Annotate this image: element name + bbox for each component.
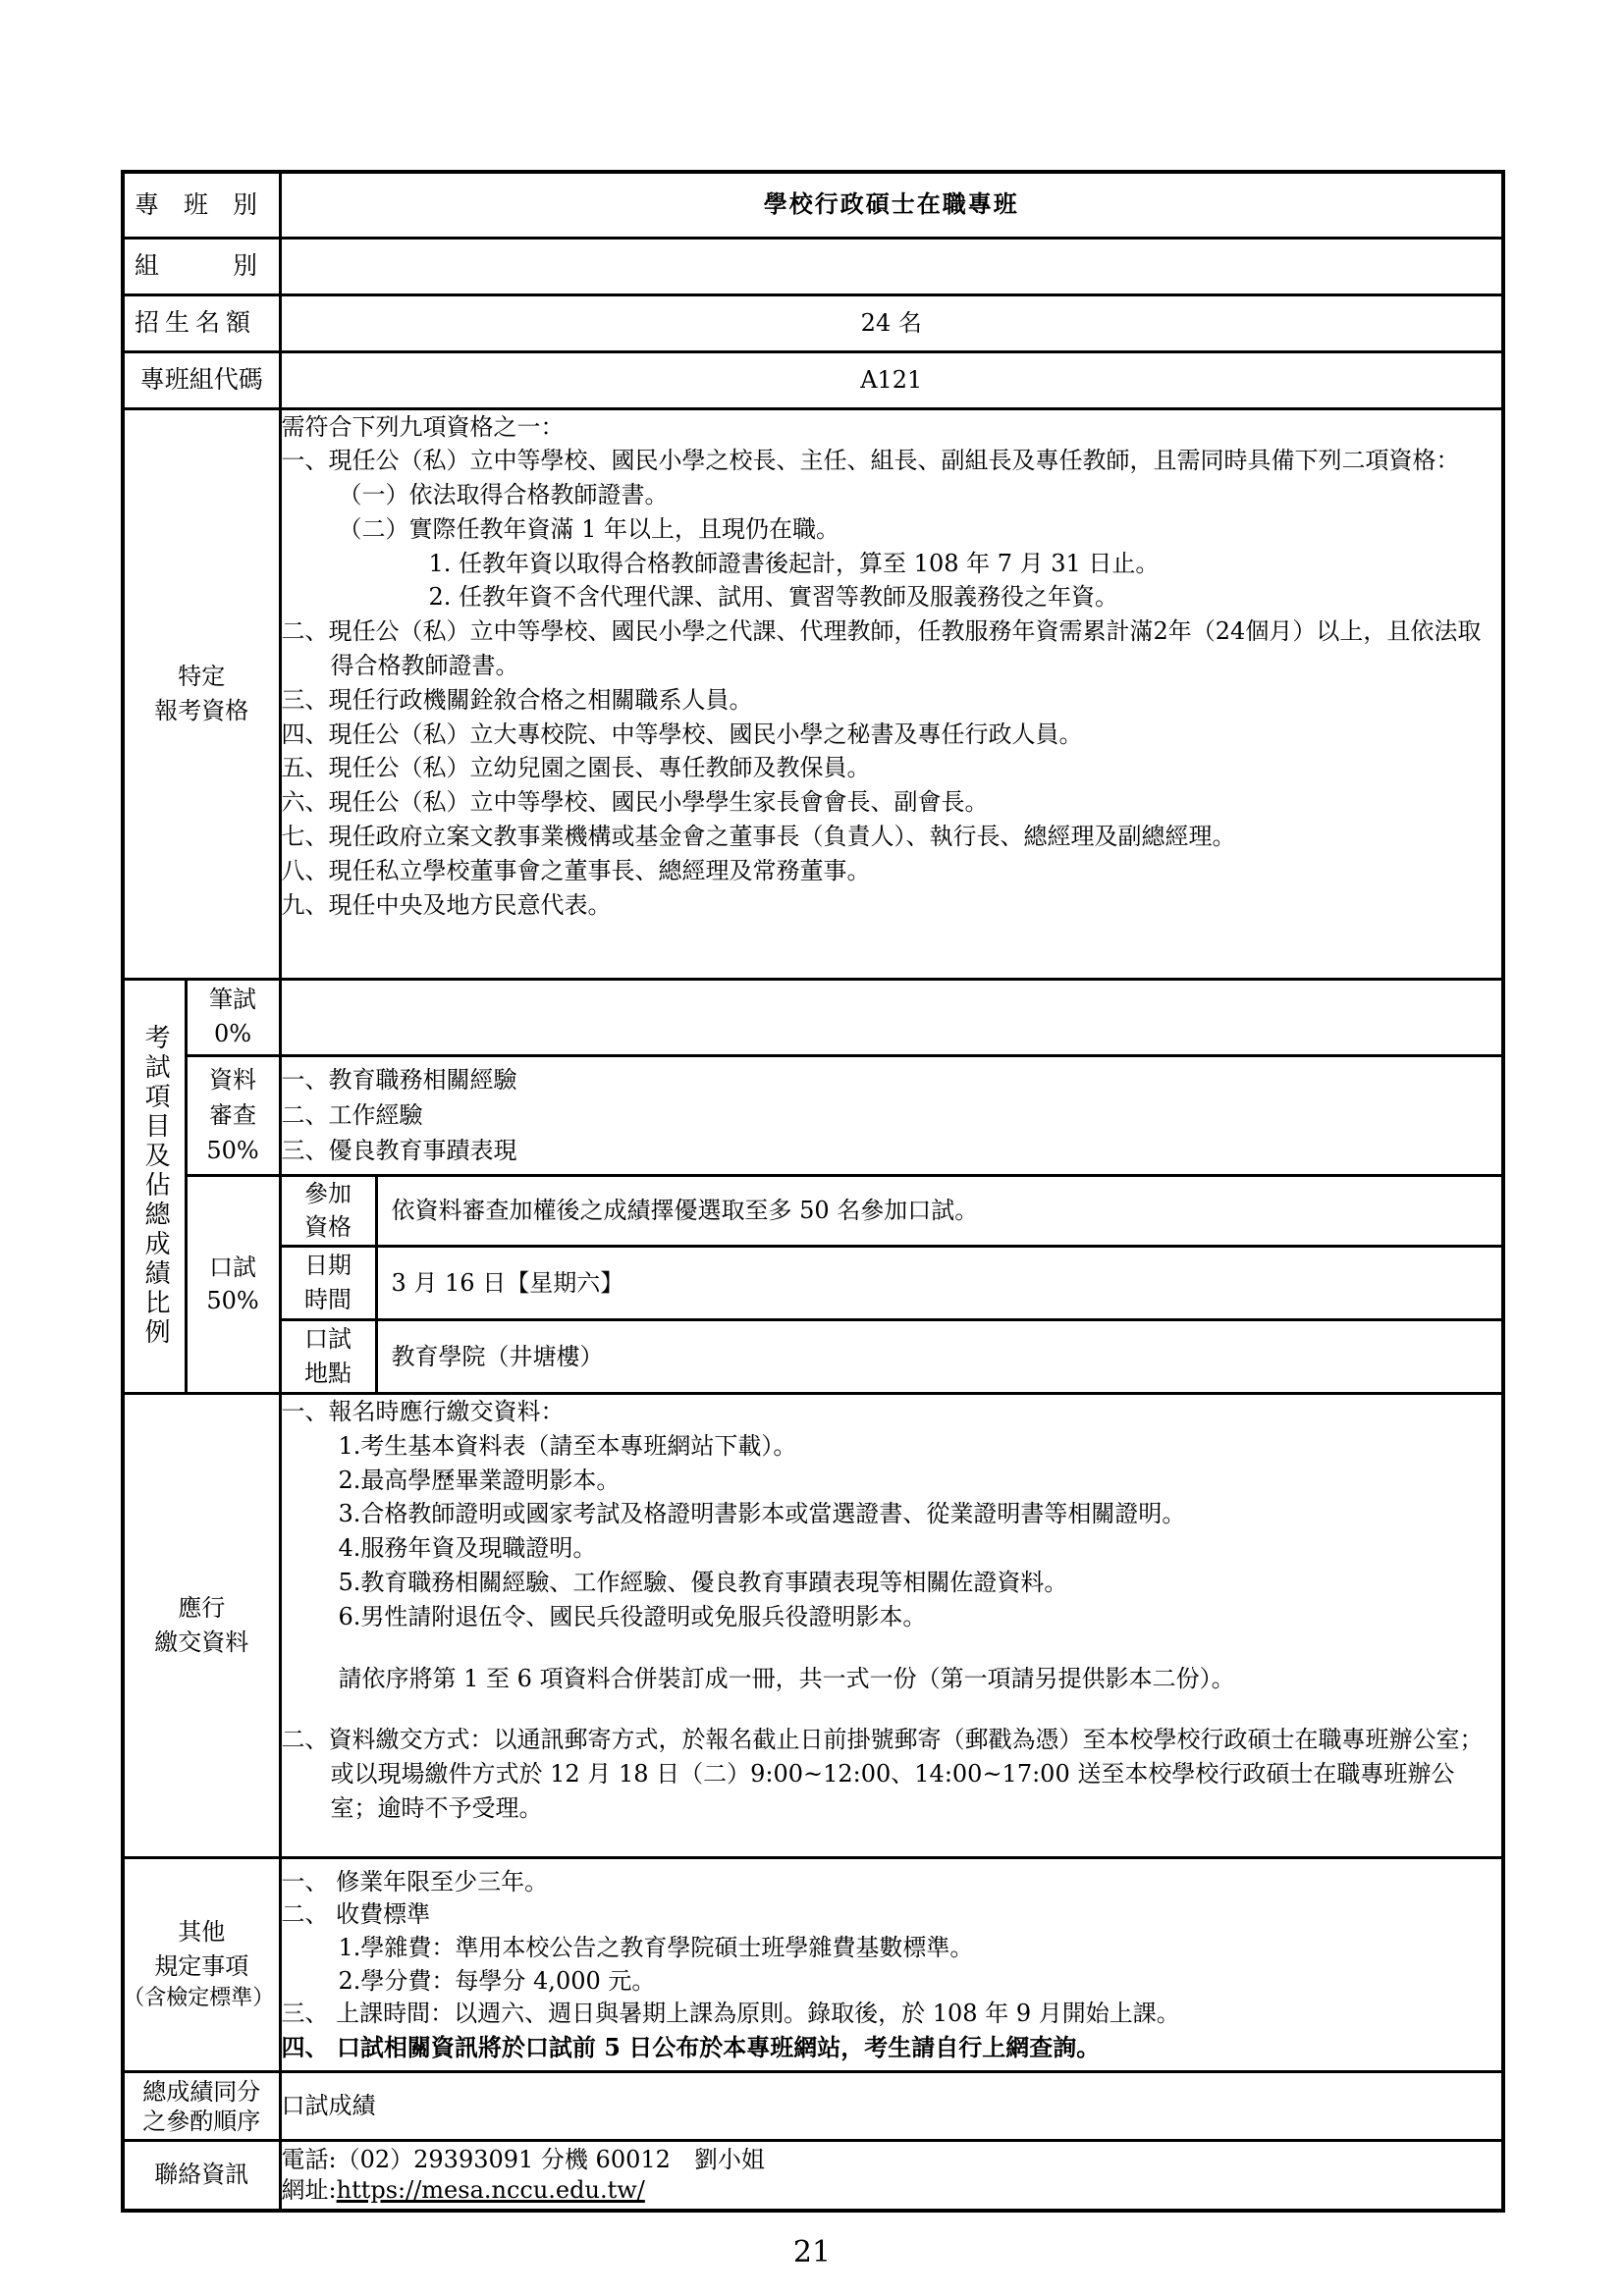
eligibility-item-1-sub-2-1: 1. 任教年資以取得合格教師證書後起計，算至 108 年 7 月 31 日止。 (428, 549, 1160, 577)
documents-item: 5.教育職務相關經驗、工作經驗、優良教育事蹟表現等相關佐證資料。 (338, 1569, 1068, 1597)
eligibility-item-1-sub-1: （一）依法取得合格教師證書。 (338, 481, 669, 509)
oral-location-value: 教育學院（井塘樓） (376, 1320, 1503, 1394)
eligibility-item-6: 六、現任公（私）立中等學校、國民小學學生家長會會長、副會長。 (281, 788, 989, 817)
tiebreak-label-cell (123, 2072, 280, 2141)
row-oral-date (123, 1247, 1503, 1320)
other-item-2: 二、 收費標準 (281, 1900, 431, 1929)
documents-label-line1: 應行 (178, 1594, 226, 1623)
other-label-line2: 規定事項 (154, 1951, 249, 1980)
other-label-line3: （含檢定標準） (123, 1986, 275, 2011)
quota-label: 招生名額 (135, 307, 257, 337)
tiebreak-value: 口試成績 (280, 2072, 1503, 2141)
documents-item: 1.考生基本資料表（請至本專班網站下載）。 (338, 1431, 797, 1460)
other-label-cell (123, 1858, 280, 2072)
documents-binding-note: 請依序將第 1 至 6 項資料合併裝訂成一冊，共一式一份（第一項請另提供影本二份）。 (338, 1664, 1235, 1692)
row-contact (123, 2141, 1503, 2211)
oral-row-label-2: 地點 (304, 1360, 352, 1388)
documents-item: 6.男性請附退伍令、國民兵役證明或免服兵役證明影本。 (338, 1602, 927, 1630)
contact-web-prefix: 網址: (281, 2175, 337, 2204)
other-item-1: 一、 修業年限至少三年。 (281, 1867, 549, 1896)
group-label-cell (123, 238, 280, 294)
oral-eligibility-value: 依資料審查加權後之成績擇優選取至多 50 名參加口試。 (376, 1175, 1503, 1247)
row-oral-location (123, 1320, 1503, 1394)
oral-date-value: 3 月 16 日【星期六】 (376, 1247, 1503, 1320)
eligibility-item-1-sub-2: （二）實際任教年資滿 1 年以上，且現仍在職。 (338, 514, 840, 543)
eligibility-item-4: 四、現任公（私）立大專校院、中等學校、國民小學之秘書及專任行政人員。 (281, 720, 1083, 748)
review-weight: 50% (206, 1137, 259, 1164)
review-content (280, 1055, 1503, 1175)
review-item-3: 三、優良教育事蹟表現 (281, 1137, 517, 1164)
code-label: 專班組代碼 (123, 351, 280, 408)
exam-section-label-cell (123, 979, 186, 1394)
contact-web (282, 2175, 1501, 2206)
other-item-2-1: 1.學雜費：準用本校公告之教育學院碩士班學雜費基數標準。 (338, 1934, 974, 1961)
tiebreak-label-line2: 之參酌順序 (142, 2107, 261, 2135)
eligibility-item-1-sub-2-2: 2. 任教年資不含代理代課、試用、實習等教師及服義務役之年資。 (428, 583, 1119, 612)
program-label-cell (123, 172, 280, 238)
row-code (123, 351, 1503, 408)
eligibility-content (280, 408, 1503, 979)
review-label-cell (186, 1055, 280, 1175)
code-value: A121 (280, 351, 1503, 408)
quota-label-cell (123, 294, 280, 351)
row-eligibility (123, 408, 1503, 979)
row-exam-written (123, 979, 1503, 1055)
program-label: 專 班 別 (135, 189, 258, 219)
oral-row-label-1: 口試 (304, 1325, 352, 1354)
quota-value: 24 名 (280, 294, 1503, 351)
oral-row-label-cell (280, 1320, 376, 1394)
oral-row-label-cell (280, 1247, 376, 1320)
exam-section-label: 考試項目及佔總成績比例 (140, 1024, 171, 1349)
documents-content (280, 1394, 1503, 1858)
row-documents (123, 1394, 1503, 1858)
eligibility-label-line2: 報考資格 (154, 696, 249, 724)
contact-content (280, 2141, 1503, 2211)
eligibility-item-8: 八、現任私立學校董事會之董事長、總經理及常務董事。 (281, 856, 871, 884)
review-item-2: 二、工作經驗 (281, 1101, 423, 1129)
eligibility-label-cell (123, 408, 280, 979)
eligibility-item-5: 五、現任公（私）立幼兒園之園長、專任教師及教保員。 (281, 754, 871, 782)
oral-row-label-1: 日期 (304, 1252, 352, 1280)
oral-label: 口試 (209, 1253, 256, 1281)
eligibility-intro: 需符合下列九項資格之一： (281, 412, 565, 441)
other-item-4: 四、 口試相關資訊將於口試前 5 日公布於本專班網站，考生請自行上網查詢。 (281, 2032, 1101, 2061)
other-item-2-2: 2.學分費：每學分 4,000 元。 (338, 1966, 656, 1995)
documents-item: 2.最高學歷畢業證明影本。 (338, 1466, 621, 1494)
page-number: 21 (792, 2235, 832, 2269)
documents-heading: 一、報名時應行繳交資料： (281, 1398, 565, 1426)
documents-submission: 二、資料繳交方式：以通訊郵寄方式，於報名截止日前掛號郵寄（郵戳為憑）至本校學校行政碩士在職專班辦公室；或以現場繳件方式於 12 月 18 日（二）9:00~12:00、14:00~17:00 送至本校學校行政碩士在職專班辦公室；逾時不予受理。 (281, 1726, 1484, 1823)
eligibility-label-line1: 特定 (178, 662, 226, 690)
eligibility-item-1: 一、現任公（私）立中等學校、國民小學之校長、主任、組長、副組長及專任教師，且需同時具備下列二項資格： (281, 447, 1460, 475)
written-label-cell (186, 979, 280, 1055)
other-item-3: 三、 上課時間：以週六、週日與暑期上課為原則。錄取後，於 108 年 9 月開始上課。 (281, 2000, 1180, 2028)
row-exam-review (123, 1055, 1503, 1175)
other-content (280, 1858, 1503, 2072)
row-tiebreak (123, 2072, 1503, 2141)
review-label-1: 資料 (209, 1066, 256, 1094)
group-label: 組 別 (135, 250, 258, 280)
written-label: 筆試 (209, 986, 256, 1014)
spacer (282, 1634, 1501, 1662)
contact-phone: 電話:（02）29393091 分機 60012 劉小姐 (281, 2145, 765, 2173)
spacer (282, 1695, 1501, 1723)
review-label-2: 審查 (209, 1101, 256, 1129)
program-name: 學校行政碩士在職專班 (280, 172, 1503, 238)
group-value (280, 238, 1503, 294)
other-label-line1: 其他 (178, 1917, 226, 1946)
row-program (123, 172, 1503, 238)
row-quota (123, 294, 1503, 351)
documents-label-line2: 繳交資料 (154, 1629, 249, 1657)
tiebreak-label-line1: 總成績同分 (142, 2077, 261, 2106)
written-weight: 0% (213, 1020, 252, 1047)
contact-url-link[interactable]: https://mesa.nccu.edu.tw/ (336, 2175, 645, 2204)
oral-weight: 50% (206, 1287, 259, 1315)
documents-item: 3.合格教師證明或國家考試及格證明書影本或當選證書、從業證明書等相關證明。 (338, 1500, 1186, 1528)
eligibility-item-7: 七、現任政府立案文教事業機構或基金會之董事長（負責人）、執行長、總經理及副總經理。 (281, 823, 1236, 851)
row-other (123, 1858, 1503, 2072)
eligibility-item-3: 三、現任行政機關銓敘合格之相關職系人員。 (281, 685, 753, 714)
eligibility-item-9: 九、現任中央及地方民意代表。 (281, 890, 612, 919)
oral-row-label-cell (280, 1175, 376, 1247)
documents-label-cell (123, 1394, 280, 1858)
admission-table (121, 170, 1505, 2213)
oral-label-cell (186, 1175, 280, 1394)
oral-row-label-1: 參加 (304, 1179, 352, 1207)
eligibility-item-2: 二、現任公（私）立中等學校、國民小學之代課、代理教師，任教服務年資需累計滿2年（24個月）以上，且依法取得合格教師證書。 (281, 617, 1482, 680)
row-oral-eligibility (123, 1175, 1503, 1247)
documents-item: 4.服務年資及現職證明。 (338, 1534, 597, 1563)
row-group (123, 238, 1503, 294)
oral-row-label-2: 時間 (304, 1286, 352, 1314)
review-item-1: 一、教育職務相關經驗 (281, 1066, 517, 1094)
written-content (280, 979, 1503, 1055)
contact-label: 聯絡資訊 (123, 2141, 280, 2211)
oral-row-label-2: 資格 (304, 1213, 352, 1242)
